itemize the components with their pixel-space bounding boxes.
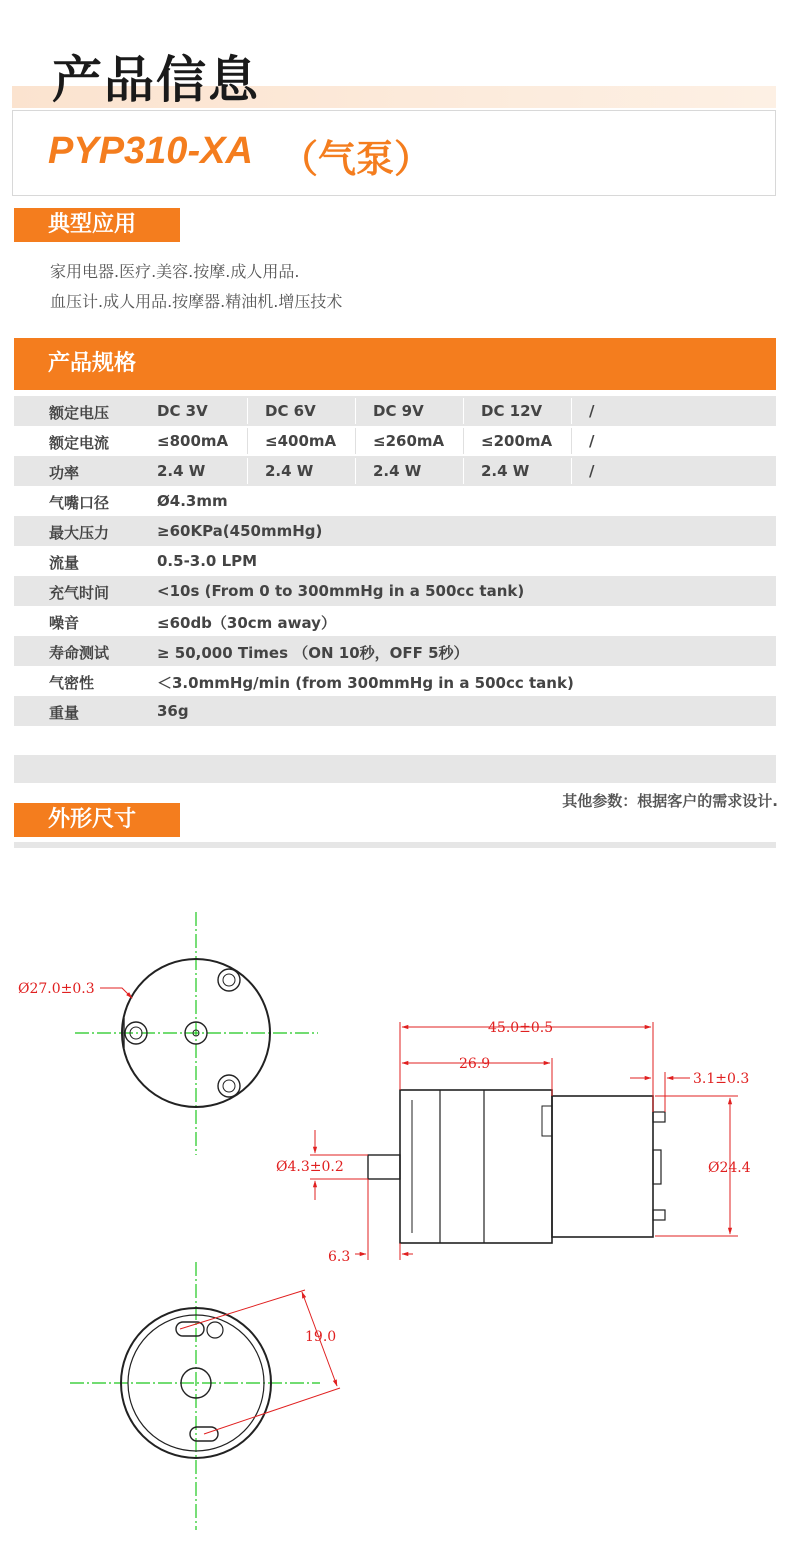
applications-line-1: 家用电器.医疗.美容.按摩.成人用品. bbox=[50, 262, 300, 281]
spec-cell: / bbox=[589, 462, 595, 480]
cell-divider bbox=[571, 458, 572, 484]
spec-label: 气密性 bbox=[49, 674, 95, 692]
custom-note: 其他参数：根据客户的需求设计. bbox=[562, 792, 778, 810]
cell-divider bbox=[355, 458, 356, 484]
cell-divider bbox=[247, 428, 248, 454]
spec-row-max-pressure bbox=[14, 516, 776, 546]
cell-divider bbox=[463, 428, 464, 454]
divider-strip bbox=[14, 755, 776, 783]
dim-total-length: 45.0±0.5 bbox=[488, 1020, 554, 1036]
cell-divider bbox=[247, 398, 248, 424]
spec-value: Ø4.3mm bbox=[157, 492, 228, 510]
spec-row-flow bbox=[14, 546, 776, 576]
dim-terminal: 3.1±0.3 bbox=[693, 1071, 750, 1087]
cell-divider bbox=[571, 398, 572, 424]
spec-value: 0.5-3.0 LPM bbox=[157, 552, 258, 570]
spec-row-power bbox=[14, 456, 776, 486]
dim-motor-diameter: Ø24.4 bbox=[708, 1160, 751, 1176]
spec-row-life-test bbox=[14, 636, 776, 666]
spec-label: 噪音 bbox=[49, 614, 80, 632]
front-view bbox=[18, 912, 318, 1155]
spec-cell: DC 12V bbox=[481, 402, 543, 420]
spec-cell: DC 3V bbox=[157, 402, 208, 420]
spec-label: 气嘴口径 bbox=[49, 494, 110, 512]
spec-cell: DC 6V bbox=[265, 402, 316, 420]
spec-cell: / bbox=[589, 432, 595, 450]
spec-cell: ≤400mA bbox=[265, 432, 337, 450]
spec-label: 最大压力 bbox=[49, 524, 110, 542]
spec-label: 充气时间 bbox=[49, 584, 110, 602]
specs-header: 产品规格 bbox=[14, 338, 776, 390]
cell-divider bbox=[463, 398, 464, 424]
spec-row-nozzle bbox=[14, 486, 776, 516]
spec-value: ≤60db（30cm away） bbox=[157, 614, 336, 632]
spec-row-inflate-time bbox=[14, 576, 776, 606]
spec-cell: DC 9V bbox=[373, 402, 424, 420]
spec-value: ≥60KPa(450mmHg) bbox=[157, 522, 323, 540]
spec-row-weight bbox=[14, 696, 776, 726]
spec-cell: 2.4 W bbox=[265, 462, 314, 480]
spec-row-airtightness bbox=[14, 666, 776, 696]
spec-label: 寿命测试 bbox=[49, 644, 110, 662]
spec-cell: ≤800mA bbox=[157, 432, 229, 450]
spec-cell: 2.4 W bbox=[373, 462, 422, 480]
divider-strip bbox=[14, 842, 776, 848]
cell-divider bbox=[355, 398, 356, 424]
spec-value: ≥ 50,000 Times （ON 10秒，OFF 5秒） bbox=[157, 644, 469, 662]
spec-label: 功率 bbox=[49, 464, 80, 482]
spec-label: 流量 bbox=[49, 554, 80, 572]
cell-divider bbox=[355, 428, 356, 454]
cell-divider bbox=[463, 458, 464, 484]
applications-line-2: 血压计.成人用品.按摩器.精油机.增压技术 bbox=[50, 292, 343, 311]
dim-nozzle-diameter: Ø4.3±0.2 bbox=[276, 1159, 344, 1175]
spec-cell: 2.4 W bbox=[157, 462, 206, 480]
spec-row-noise bbox=[14, 606, 776, 636]
spec-label: 额定电压 bbox=[49, 404, 110, 422]
spec-label: 重量 bbox=[49, 704, 80, 722]
spec-table bbox=[14, 396, 776, 726]
cell-divider bbox=[571, 428, 572, 454]
cell-divider bbox=[247, 458, 248, 484]
dim-diameter-body: Ø27.0±0.3 bbox=[18, 981, 95, 997]
side-view bbox=[276, 1020, 751, 1265]
spec-row-voltage bbox=[14, 396, 776, 426]
spec-cell: / bbox=[589, 402, 595, 420]
page-title: 产品信息 bbox=[52, 51, 260, 109]
dim-pump-length: 26.9 bbox=[459, 1056, 491, 1072]
spec-value: 36g bbox=[157, 702, 189, 720]
dimension-drawing bbox=[0, 850, 790, 1555]
spec-row-current bbox=[14, 426, 776, 456]
spec-cell: ≤260mA bbox=[373, 432, 445, 450]
spec-value: ＜3.0mmHg/min (from 300mmHg in a 500cc tank) bbox=[157, 674, 574, 692]
rear-view bbox=[70, 1262, 340, 1530]
model-suffix: （气泵） bbox=[280, 137, 433, 181]
spec-cell: ≤200mA bbox=[481, 432, 553, 450]
spec-value: <10s (From 0 to 300mmHg in a 500cc tank) bbox=[157, 582, 525, 600]
dimensions-tag: 外形尺寸 bbox=[14, 803, 180, 837]
spec-label: 额定电流 bbox=[49, 434, 110, 452]
model-name: PYP310-XA bbox=[48, 130, 253, 172]
applications-tag: 典型应用 bbox=[14, 208, 180, 242]
spec-cell: 2.4 W bbox=[481, 462, 530, 480]
dim-nozzle-length: 6.3 bbox=[328, 1249, 351, 1265]
dim-hole-spacing: 19.0 bbox=[305, 1329, 337, 1345]
